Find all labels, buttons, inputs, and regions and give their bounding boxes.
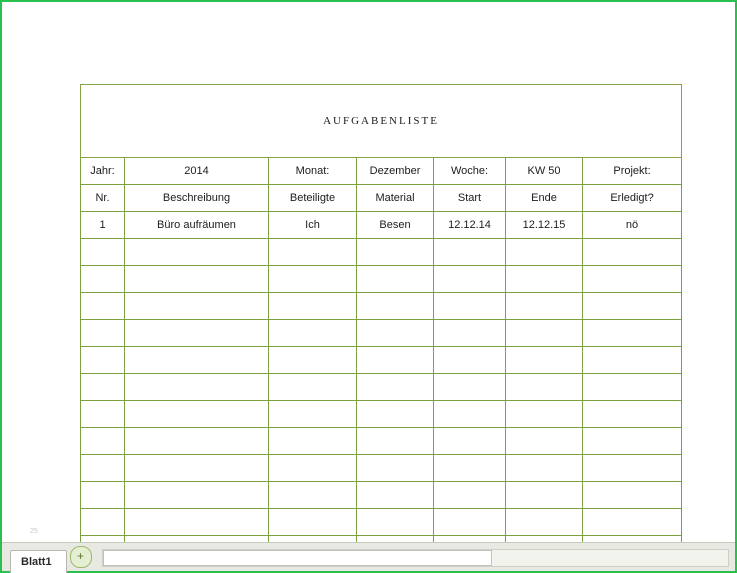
sheet-canvas[interactable]	[2, 2, 735, 543]
cell-empty[interactable]	[434, 293, 506, 320]
cell-empty[interactable]	[357, 347, 434, 374]
cell-empty[interactable]	[125, 509, 269, 536]
cell-empty[interactable]	[506, 266, 583, 293]
cell-empty[interactable]	[269, 455, 357, 482]
cell-empty[interactable]	[81, 509, 125, 536]
cell-empty[interactable]	[125, 428, 269, 455]
cell-empty[interactable]	[81, 347, 125, 374]
cell-empty[interactable]	[125, 374, 269, 401]
cell-empty[interactable]	[506, 509, 583, 536]
task-list-table-container	[80, 84, 681, 543]
column-header-beschreibung: Beschreibung	[125, 185, 269, 212]
meta-row	[81, 158, 682, 185]
cell-empty[interactable]	[81, 482, 125, 509]
column-header-start: Start	[434, 185, 506, 212]
cell-empty[interactable]	[583, 428, 682, 455]
table-row[interactable]	[81, 401, 682, 428]
cell-empty[interactable]	[583, 482, 682, 509]
cell-empty[interactable]	[357, 320, 434, 347]
cell-empty[interactable]	[506, 320, 583, 347]
cell-empty[interactable]	[583, 239, 682, 266]
cell-empty[interactable]	[269, 374, 357, 401]
meta-row-2	[81, 185, 682, 212]
cell-empty[interactable]	[125, 320, 269, 347]
label-jahr: Jahr:	[81, 158, 125, 185]
cell-empty[interactable]	[357, 293, 434, 320]
empty-rows-body	[81, 239, 682, 544]
label-woche: Woche:	[434, 158, 506, 185]
cell-empty[interactable]	[506, 347, 583, 374]
table-row[interactable]	[81, 266, 682, 293]
task-list-table	[80, 84, 682, 543]
horizontal-scrollbar[interactable]	[102, 549, 729, 567]
cell-empty[interactable]	[583, 293, 682, 320]
cell-empty[interactable]	[434, 374, 506, 401]
cell-empty[interactable]	[125, 455, 269, 482]
cell-empty[interactable]	[357, 401, 434, 428]
table-row[interactable]	[81, 482, 682, 509]
cell-empty[interactable]	[434, 266, 506, 293]
add-sheet-button[interactable]: +	[70, 546, 92, 568]
label-projekt: Projekt:	[583, 158, 682, 185]
document-title: AUFGABENLISTE	[81, 85, 682, 158]
column-header-erledigt: Erledigt?	[583, 185, 682, 212]
horizontal-scrollbar-thumb[interactable]	[103, 550, 493, 566]
cell-empty[interactable]	[269, 293, 357, 320]
cell-empty[interactable]	[506, 401, 583, 428]
column-header-beteiligte: Beteiligte	[269, 185, 357, 212]
cell-start[interactable]: 12.12.14	[434, 212, 506, 239]
cell-empty[interactable]	[269, 266, 357, 293]
cell-empty[interactable]	[269, 401, 357, 428]
cell-empty[interactable]	[357, 428, 434, 455]
cell-empty[interactable]	[81, 266, 125, 293]
table-row[interactable]	[81, 374, 682, 401]
value-woche[interactable]: KW 50	[506, 158, 583, 185]
cell-empty[interactable]	[434, 239, 506, 266]
cell-empty[interactable]	[583, 320, 682, 347]
cell-empty[interactable]	[506, 374, 583, 401]
cell-empty[interactable]	[357, 266, 434, 293]
cell-empty[interactable]	[583, 347, 682, 374]
cell-beschreibung[interactable]: Büro aufräumen	[125, 212, 269, 239]
cell-empty[interactable]	[583, 509, 682, 536]
cell-empty[interactable]	[81, 455, 125, 482]
cell-empty[interactable]	[434, 482, 506, 509]
cell-empty[interactable]	[269, 320, 357, 347]
cell-empty[interactable]	[357, 482, 434, 509]
value-jahr[interactable]: 2014	[125, 158, 269, 185]
cell-nr[interactable]: 1	[81, 212, 125, 239]
table-row[interactable]	[81, 239, 682, 266]
cell-empty[interactable]	[583, 401, 682, 428]
column-header-nr: Nr.	[81, 185, 125, 212]
cell-empty[interactable]	[506, 482, 583, 509]
sheet-tab-bar	[2, 542, 735, 571]
row-number-marker: 25	[30, 528, 38, 535]
cell-empty[interactable]	[125, 401, 269, 428]
cell-empty[interactable]	[434, 320, 506, 347]
cell-empty[interactable]	[269, 347, 357, 374]
cell-empty[interactable]	[506, 455, 583, 482]
cell-empty[interactable]	[357, 455, 434, 482]
cell-empty[interactable]	[125, 239, 269, 266]
cell-empty[interactable]	[81, 428, 125, 455]
cell-empty[interactable]	[434, 455, 506, 482]
cell-empty[interactable]	[81, 401, 125, 428]
table-title-row	[81, 85, 682, 158]
cell-empty[interactable]	[506, 428, 583, 455]
table-row[interactable]	[81, 509, 682, 536]
cell-empty[interactable]	[269, 428, 357, 455]
cell-empty[interactable]	[81, 320, 125, 347]
cell-empty[interactable]	[81, 374, 125, 401]
label-monat: Monat:	[269, 158, 357, 185]
cell-empty[interactable]	[506, 239, 583, 266]
cell-empty[interactable]	[81, 293, 125, 320]
column-header-material: Material	[357, 185, 434, 212]
cell-empty[interactable]	[357, 239, 434, 266]
cell-empty[interactable]	[81, 239, 125, 266]
cell-empty[interactable]	[583, 266, 682, 293]
table-row[interactable]	[81, 428, 682, 455]
cell-material[interactable]: Besen	[357, 212, 434, 239]
table-row[interactable]	[81, 320, 682, 347]
cell-empty[interactable]	[434, 401, 506, 428]
cell-beteiligte[interactable]: Ich	[269, 212, 357, 239]
cell-empty[interactable]	[125, 293, 269, 320]
cell-empty[interactable]	[269, 239, 357, 266]
cell-erledigt[interactable]: nö	[583, 212, 682, 239]
cell-empty[interactable]	[583, 455, 682, 482]
cell-empty[interactable]	[269, 509, 357, 536]
cell-empty[interactable]	[357, 374, 434, 401]
cell-empty[interactable]	[357, 509, 434, 536]
cell-empty[interactable]	[125, 347, 269, 374]
cell-empty[interactable]	[506, 293, 583, 320]
table-row[interactable]	[81, 212, 682, 239]
value-monat[interactable]: Dezember	[357, 158, 434, 185]
cell-empty[interactable]	[434, 428, 506, 455]
cell-empty[interactable]	[125, 266, 269, 293]
sheet-tab-blatt1[interactable]: Blatt1	[10, 550, 67, 573]
cell-empty[interactable]	[583, 374, 682, 401]
cell-empty[interactable]	[125, 482, 269, 509]
cell-empty[interactable]	[269, 482, 357, 509]
table-row[interactable]	[81, 455, 682, 482]
column-header-ende: Ende	[506, 185, 583, 212]
table-row[interactable]	[81, 347, 682, 374]
cell-empty[interactable]	[434, 509, 506, 536]
table-row[interactable]	[81, 293, 682, 320]
cell-ende[interactable]: 12.12.15	[506, 212, 583, 239]
sheet-tabs	[2, 543, 92, 571]
cell-empty[interactable]	[434, 347, 506, 374]
